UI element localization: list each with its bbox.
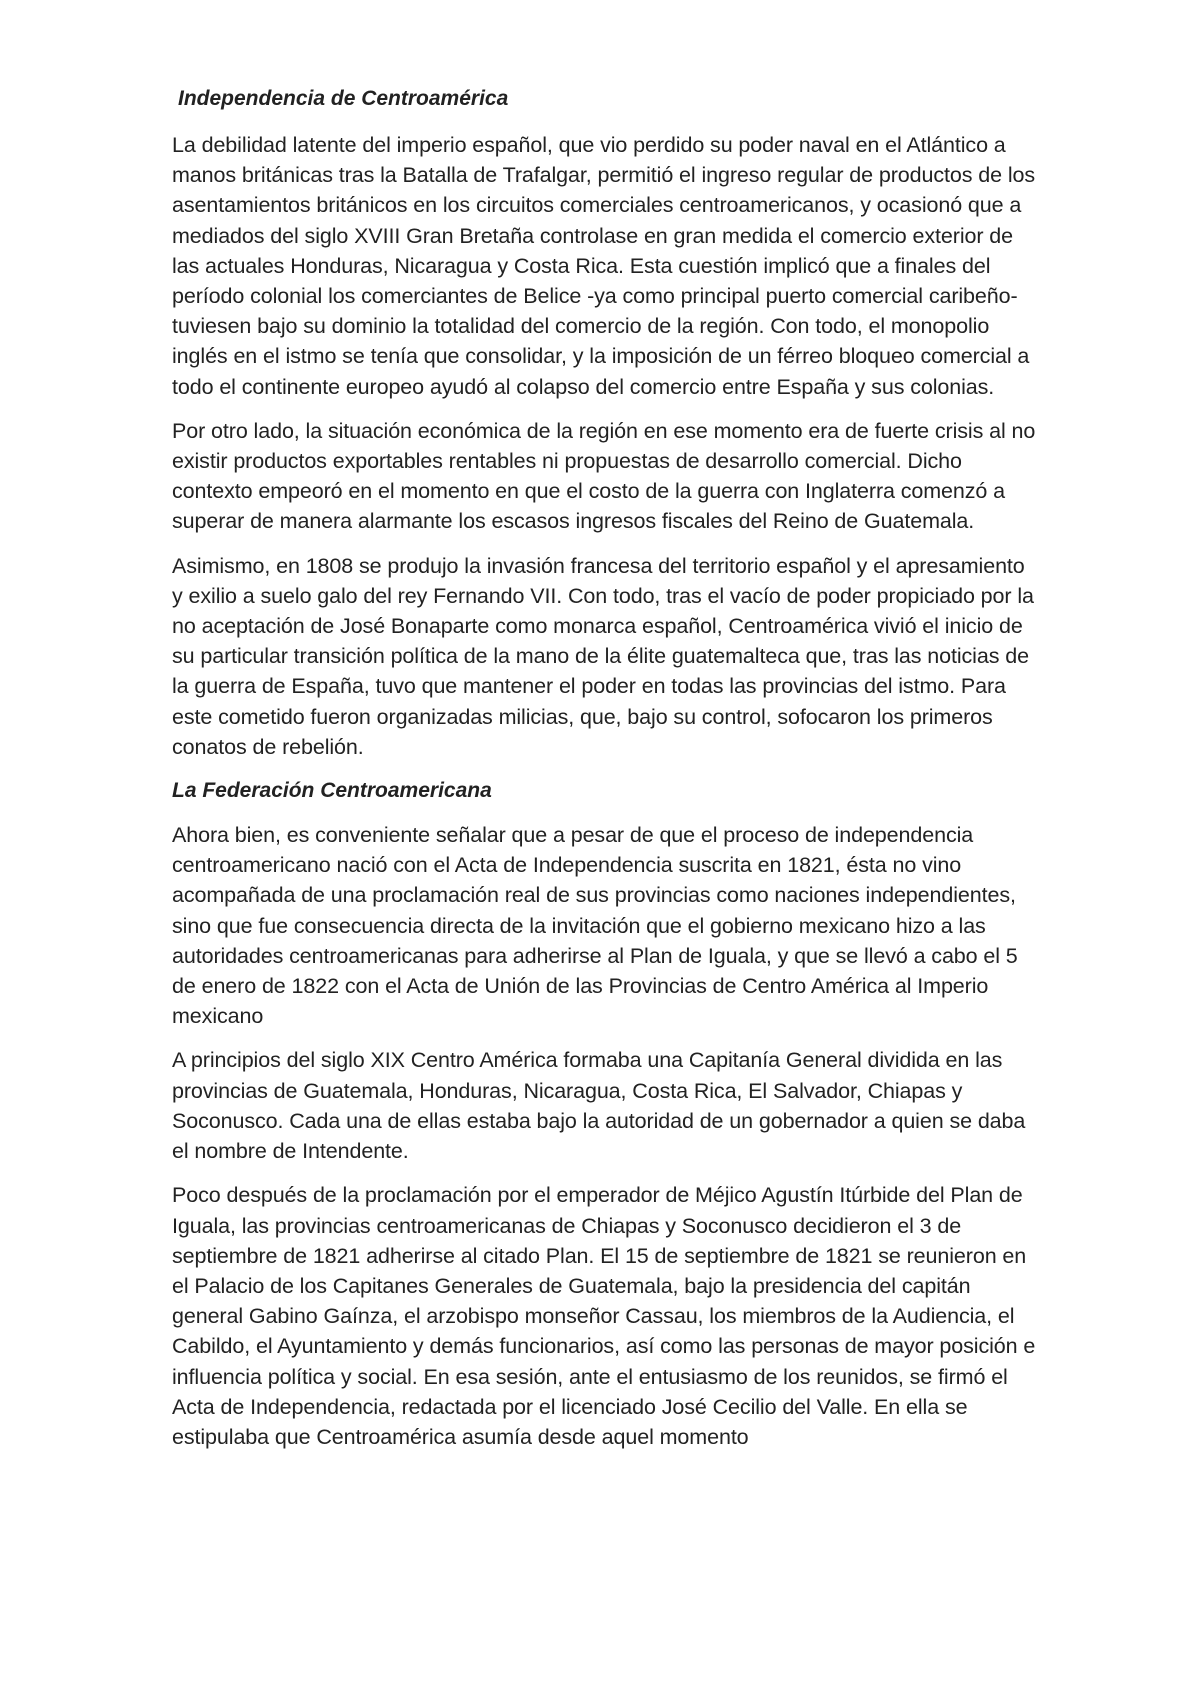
paragraph-debilidad: La debilidad latente del imperio español, que vio perdido su poder naval en el Atlántico a manos británicas tras la Batalla de Trafalgar, permitió el ingreso regular de productos de los asentamientos británicos en los circuitos comerciales centroamericanos, y ocasionó que a mediados del siglo XVIII Gran Bretaña controlase en gran medida el comercio exterior de las actuales Honduras, Nicaragua y Costa Rica. Esta cuestión implicó que a finales del período colonial los comerciantes de Belice -ya como principal puerto comercial caribeño- tuviesen bajo su dominio la totalidad del comercio de la región. Con todo, el monopolio inglés en el istmo se tenía que consolidar, y la imposición de un férreo bloqueo comercial a todo el continente europeo ayudó al colapso del comercio entre España y sus colonias. xyxy=(172,133,1036,399)
paragraph-situacion-economica: Por otro lado, la situación económica de la región en ese momento era de fuerte crisis al no existir productos exportables rentables ni propuestas de desarrollo comercial. Dicho contexto empeoró en el momento en que el costo de la guerra con Inglaterra comenzó a superar de manera alarmante los escasos ingresos fiscales del Reino de Guatemala. xyxy=(172,418,1036,534)
paragraph-invasion-francesa: Asimismo, en 1808 se produjo la invasión francesa del territorio español y el apresamiento y exilio a suelo galo del rey Fernando VII. Con todo, tras el vacío de poder propiciado por la no aceptación de José Bonaparte como monarca español, Centroamérica vivió el inicio de su particular transición política de la mano de la élite guatemalteca que, tras las noticias de la guerra de España, tuvo que mantener el poder en todas las provincias del istmo. Para este cometido fueron organizadas milicias, que, bajo su control, sofocaron los primeros conatos de rebelión. xyxy=(172,553,1034,759)
section-heading-federacion: La Federación Centroamericana xyxy=(172,779,492,803)
paragraph-plan-iguala: Poco después de la proclamación por el emperador de Méjico Agustín Itúrbide del Plan de Iguala, las provincias centroamericanas de Chiapas y Soconusco decidieron el 3 de septiembre de 1821 adherirse al citado Plan. El 15 de septiembre de 1821 se reunieron en el Palacio de los Capitanes Generales de Guatemala, bajo la presidencia del capitán general Gabino Gaínza, el arzobispo monseñor Cassau, los miembros de la Audiencia, el Cabildo, el Ayuntamiento y demás funcionarios, así como las personas de mayor posición e influencia política y social. En esa sesión, ante el entusiasmo de los reunidos, se firmó el Acta de Independencia, redactada por el licenciado José Cecilio del Valle. En ella se estipulaba que Centroamérica asumía desde aquel momento xyxy=(172,1183,1036,1449)
paragraph-acta-independencia: Ahora bien, es conveniente señalar que a pesar de que el proceso de independencia centroamericano nació con el Acta de Independencia suscrita en 1821, ésta no vino acompañada de una proclamación real de sus provincias como naciones independientes, sino que fue consecuencia directa de la invitación que el gobierno mexicano hizo a las autoridades centroamericanas para adherirse al Plan de Iguala, y que se llevó a cabo el 5 de enero de 1822 con el Acta de Unión de las Provincias de Centro América al Imperio mexicano xyxy=(172,823,1018,1029)
section-heading-independencia: Independencia de Centroamérica xyxy=(178,87,509,110)
paragraph-capitania-general: A principios del siglo XIX Centro América formaba una Capitanía General dividida en las provincias de Guatemala, Honduras, Nicaragua, Costa Rica, El Salvador, Chiapas y Soconusco. Cada una de ellas estaba bajo la autoridad de un gobernador a quien se daba el nombre de Intendente. xyxy=(172,1048,1026,1164)
